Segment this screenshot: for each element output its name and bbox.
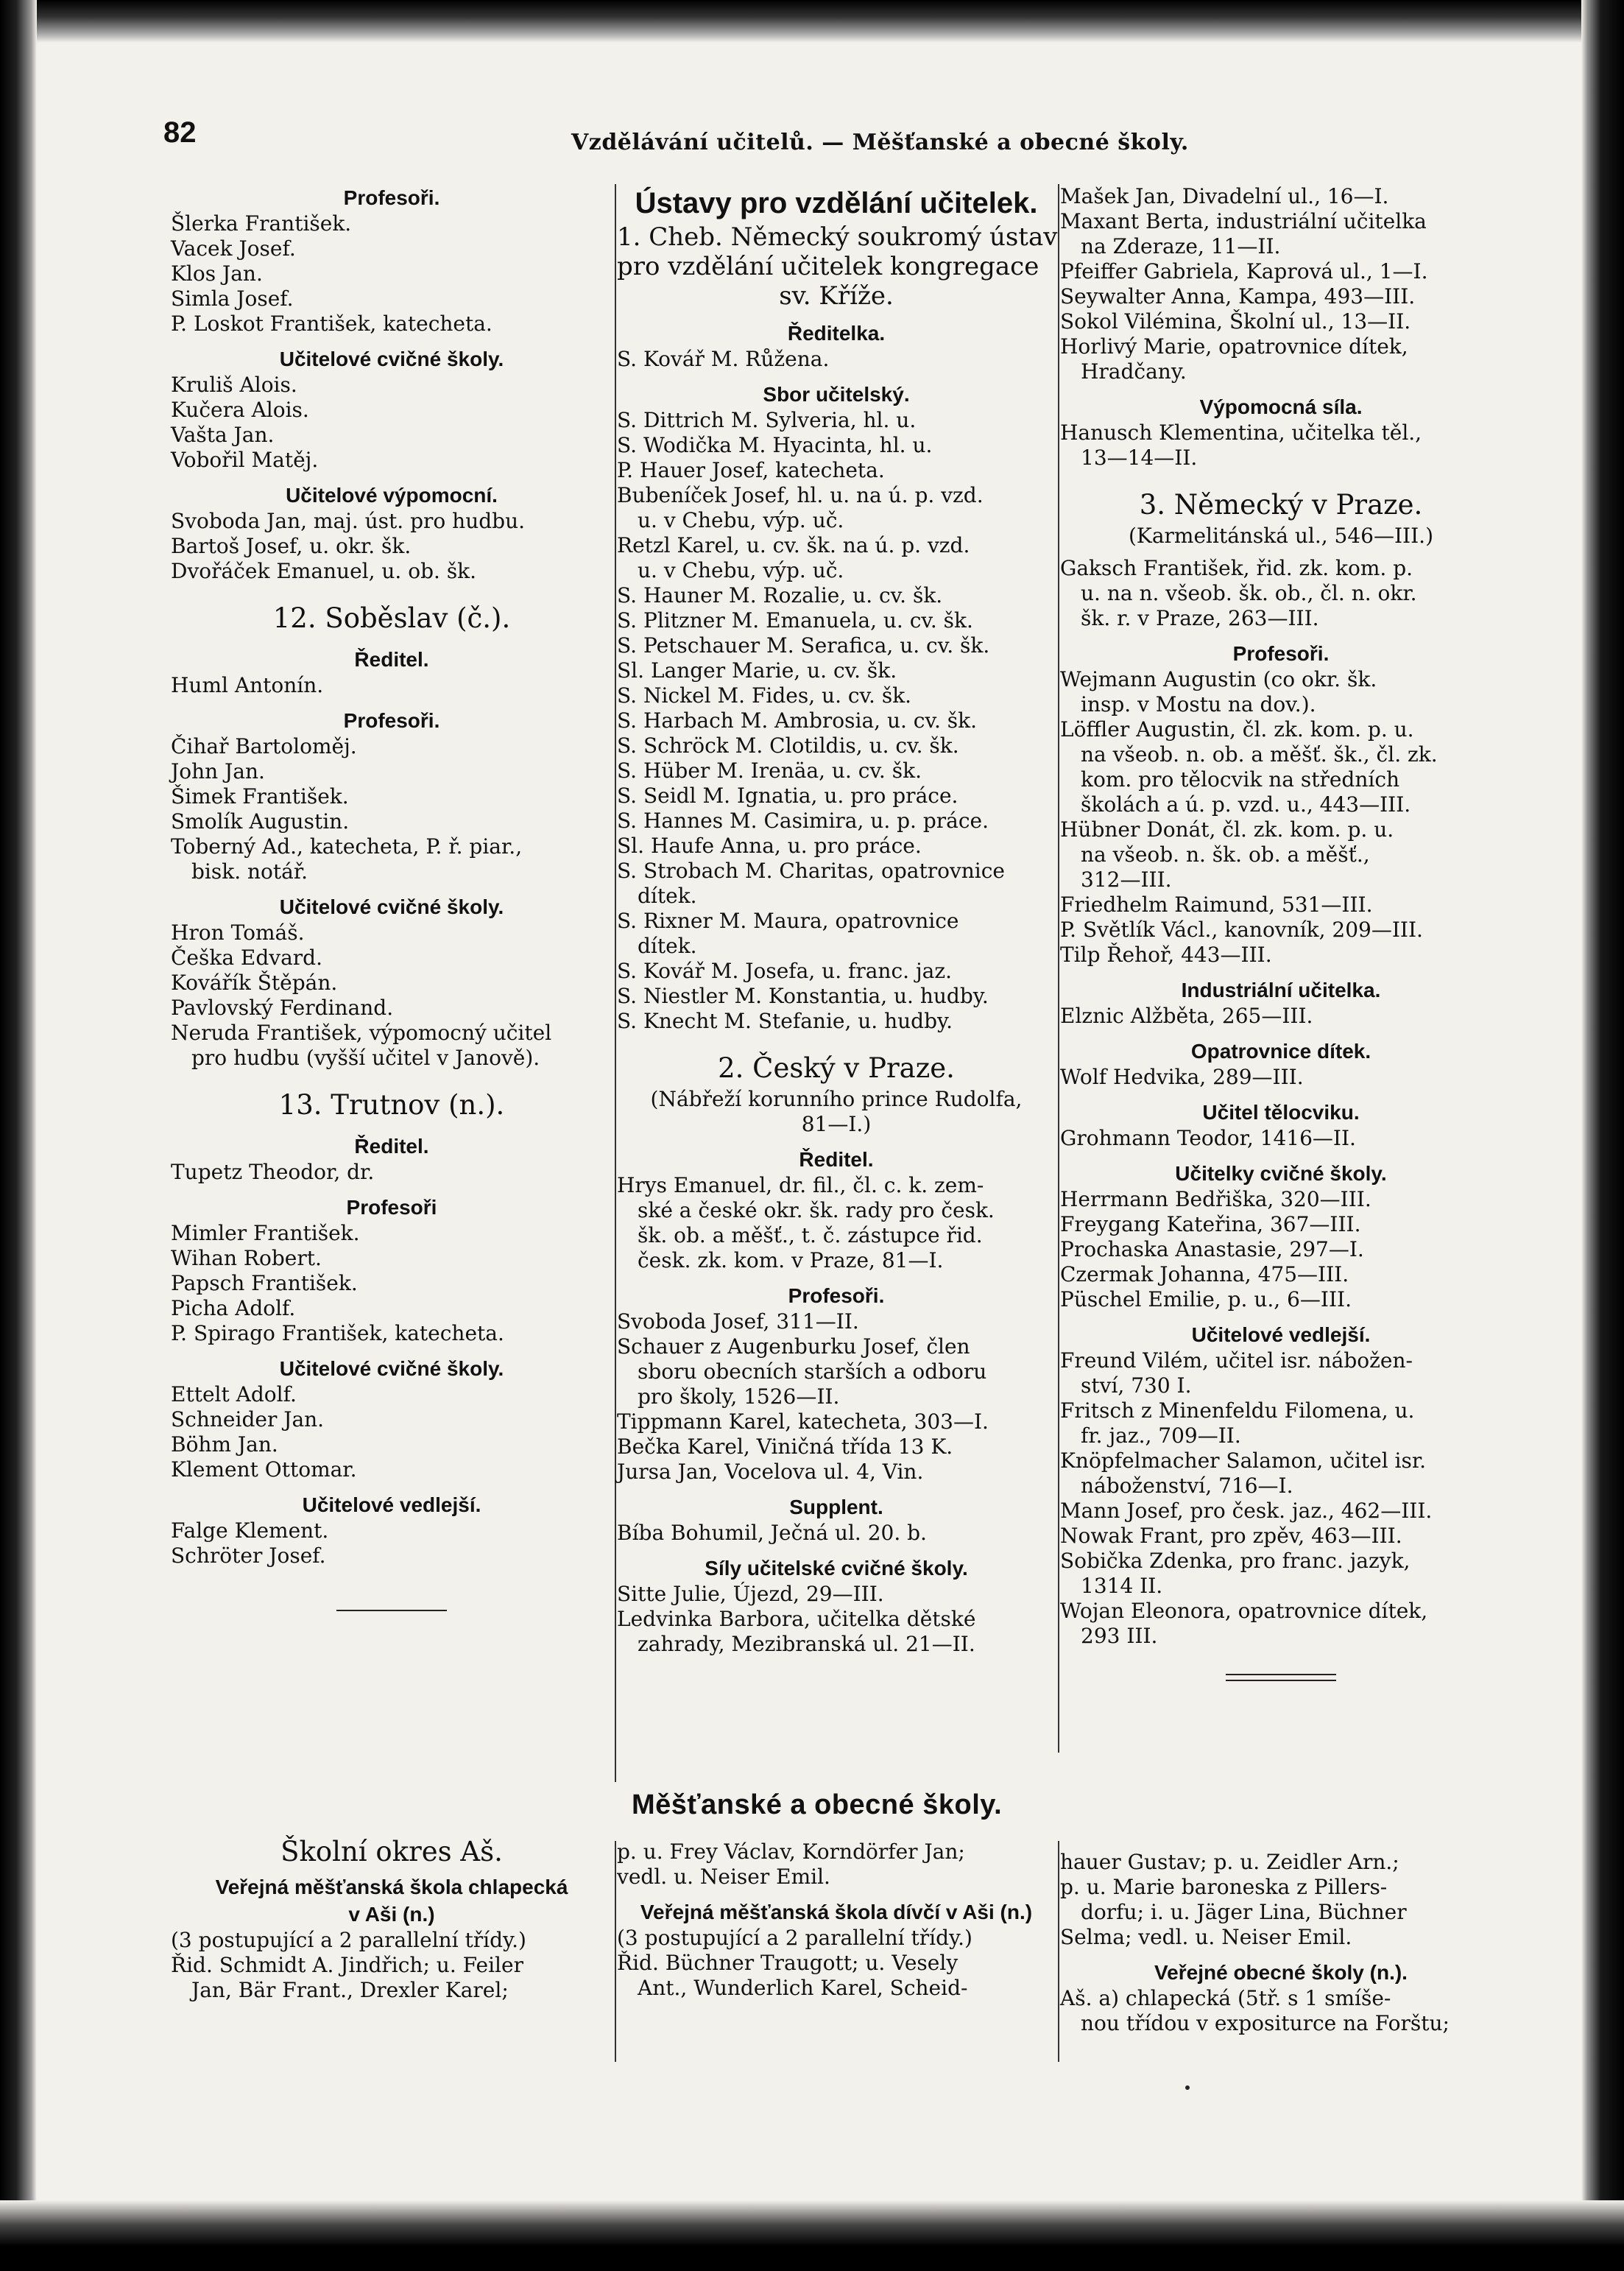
entry: Bečka Karel, Viničná třída 13 K.: [617, 1434, 953, 1459]
bottom-column-rule-right: [1058, 1841, 1059, 2062]
entry-continuation: u. v Chebu, výp. uč.: [638, 558, 844, 582]
entry: S. Dittrich M. Sylveria, hl. u.: [617, 408, 917, 432]
entry: John Jan.: [171, 759, 265, 784]
entry: S. Wodička M. Hyacinta, hl. u.: [617, 433, 933, 457]
section-heading: Profesoři.: [788, 1284, 885, 1307]
column-3: [1060, 184, 1502, 1681]
entry-continuation: dítek.: [638, 934, 697, 958]
entry: Neruda František, výpomocný učitel: [171, 1021, 552, 1045]
entry: Freund Vilém, učitel isr. nábožen-: [1060, 1348, 1413, 1373]
section-list: [171, 1382, 612, 1482]
column-rule-left: [615, 184, 616, 1782]
column-2: [617, 184, 1056, 1657]
institution-heading: 13. Trutnov (n.).: [278, 1089, 505, 1121]
school-heading: Veřejné obecné školy (n.).: [1154, 1961, 1408, 1984]
entry-continuation: zahrady, Mezibranská ul. 21—II.: [638, 1632, 975, 1656]
entry-continuation: na všeob. n. ob. a měšť. šk., čl. zk.: [1081, 742, 1438, 767]
scan-edge-top: [0, 0, 1624, 43]
entry: S. Seidl M. Ignatia, u. pro práce.: [617, 784, 958, 808]
entry: Papsch František.: [171, 1271, 358, 1295]
entry: Pavlovský Ferdinand.: [171, 996, 394, 1020]
entry: Elznic Alžběta, 265—III.: [1060, 1004, 1313, 1028]
entry: Ledvinka Barbora, učitelka dětské: [617, 1607, 976, 1631]
entry: Horlivý Marie, opatrovnice dítek,: [1060, 334, 1408, 359]
entry: Šimek František.: [171, 784, 349, 809]
scan-edge-bottom: [0, 2200, 1624, 2271]
entry: p. u. Marie baroneska z Pillers-: [1060, 1875, 1388, 1899]
entry-continuation: dorfu; i. u. Jäger Lina, Büchner: [1081, 1900, 1407, 1924]
bottom-column-2: [617, 1834, 1056, 2001]
entry: S. Rixner M. Maura, opatrovnice: [617, 909, 959, 933]
director-entry: [1060, 556, 1502, 631]
entry-continuation: insp. v Mostu na dov.).: [1081, 692, 1316, 716]
entry-continuation: náboženství, 716—I.: [1081, 1473, 1293, 1498]
entry-continuation: ské a české okr. šk. rady pro česk.: [638, 1198, 995, 1222]
entry: Picha Adolf.: [171, 1296, 296, 1320]
entry: Smolík Augustin.: [171, 809, 350, 834]
entry: Řid. Büchner Traugott; u. Vesely: [617, 1951, 958, 1975]
entry: Aš. a) chlapecká (5tř. s 1 smíše-: [1060, 1986, 1391, 2010]
entry-continuation: dítek.: [638, 884, 697, 908]
entry: Sokol Vilémina, Školní ul., 13—II.: [1060, 309, 1411, 334]
entry: Bartoš Josef, u. okr. šk.: [171, 534, 412, 558]
entry: Herrmann Bedřiška, 320—III.: [1060, 1187, 1371, 1211]
entry: S. Niestler M. Konstantia, u. hudby.: [617, 984, 989, 1008]
entry-continuation: fr. jaz., 709—II.: [1081, 1423, 1241, 1448]
entry: Hanusch Klementina, učitelka těl.,: [1060, 420, 1422, 445]
entry: Klement Ottomar.: [171, 1457, 357, 1482]
entry: P. Spirago František, katecheta.: [171, 1321, 504, 1345]
section-heading: Učitelové vedlejší.: [1191, 1323, 1371, 1346]
entry: Hübner Donát, čl. zk. kom. p. u.: [1060, 817, 1394, 842]
section-heading: Profesoři.: [343, 709, 440, 732]
section-heading: Učitelové vedlejší.: [302, 1493, 481, 1516]
entry: Svoboda Josef, 311—II.: [617, 1309, 859, 1334]
entry-continuation: kom. pro tělocvik na středních: [1081, 767, 1400, 792]
entry: Tupetz Theodor, dr.: [171, 1160, 375, 1184]
entry: Selma; vedl. u. Neiser Emil.: [1060, 1925, 1352, 1949]
entry: Vacek Josef.: [171, 236, 296, 261]
entry: Maxant Berta, industriální učitelka: [1060, 209, 1427, 233]
section-list: [171, 211, 612, 337]
section-list: [1060, 1187, 1502, 1312]
entry: Šlerka František.: [171, 211, 352, 236]
entry-continuation: 293 III.: [1081, 1624, 1158, 1648]
entry: S. Schröck M. Clotildis, u. cv. šk.: [617, 733, 959, 758]
entry: Vašta Jan.: [171, 423, 275, 447]
entry: S. Kovář M. Růžena.: [617, 347, 830, 371]
section-heading: Učitelové cvičné školy.: [279, 1357, 504, 1380]
institution-heading: 12. Soběslav (č.).: [272, 602, 511, 634]
entry-continuation: na všeob. n. šk. ob. a měšť.,: [1081, 842, 1370, 867]
entry: Kučera Alois.: [171, 398, 309, 422]
section-list: [1060, 1348, 1502, 1649]
entry-continuation: školách a ú. p. vzd. u., 443—III.: [1081, 792, 1411, 817]
entry: S. Hauner M. Rozalie, u. cv. šk.: [617, 583, 943, 608]
entry-continuation: 13—14—II.: [1081, 446, 1198, 470]
entry: vedl. u. Neiser Emil.: [617, 1865, 830, 1889]
institution-title: sv. Kříže.: [779, 281, 894, 311]
entry: Bubeníček Josef, hl. u. na ú. p. vzd.: [617, 483, 984, 507]
bottom-section-title: Měšťanské a obecné školy.: [632, 1789, 1003, 1820]
section-heading: Ředitelka.: [787, 322, 886, 345]
section-list: [171, 1221, 612, 1346]
entry: Bíba Bohumil, Ječná ul. 20. b.: [617, 1521, 927, 1545]
entry-continuation: Ant., Wunderlich Karel, Scheid-: [638, 1976, 968, 2000]
entry: Wolf Hedvika, 289—III.: [1060, 1065, 1304, 1089]
entry-continuation: u. v Chebu, výp. uč.: [638, 508, 844, 532]
institution-address: 81—I.): [801, 1112, 872, 1136]
institution-heading: 2. Český v Praze.: [718, 1052, 955, 1084]
section-list: [617, 1582, 1056, 1657]
section-list: [1060, 667, 1502, 968]
entry: (3 postupující a 2 parallelní třídy.): [171, 1928, 526, 1952]
section-list: [171, 920, 612, 1071]
entry: hauer Gustav; p. u. Zeidler Arn.;: [1060, 1850, 1399, 1874]
entry: p. u. Frey Václav, Korndörfer Jan;: [617, 1839, 965, 1864]
section-heading: Industriální učitelka.: [1181, 979, 1381, 1001]
institution-heading: 3. Německý v Praze.: [1139, 489, 1423, 521]
entry: Vobořil Matěj.: [171, 448, 319, 472]
entry-continuation: Hradčany.: [1081, 359, 1187, 384]
entry: Knöpfelmacher Salamon, učitel isr.: [1060, 1448, 1427, 1473]
school-heading: v Aši (n.): [348, 1903, 435, 1926]
section-list: [617, 1173, 1056, 1273]
section-heading: Učitel tělocviku.: [1202, 1101, 1360, 1124]
entry-continuation: 312—III.: [1081, 867, 1172, 892]
entry-continuation: šk. ob. a měšť., t. č. zástupce řid.: [638, 1223, 983, 1247]
entry: Kovářík Štěpán.: [171, 971, 338, 995]
entry: Böhm Jan.: [171, 1432, 278, 1457]
institution-title: 1. Cheb. Německý soukromý ústav: [617, 222, 1058, 252]
entry: Püschel Emilie, p. u., 6—III.: [1060, 1287, 1352, 1311]
entry: Retzl Karel, u. cv. šk. na ú. p. vzd.: [617, 533, 970, 557]
section-heading: Opatrovnice dítek.: [1190, 1040, 1371, 1063]
section-heading: Sbor učitelský.: [763, 383, 910, 406]
entry: Mašek Jan, Divadelní ul., 16—I.: [1060, 184, 1389, 208]
entry: S. Nickel M. Fides, u. cv. šk.: [617, 683, 912, 708]
institution-address: (Nábřeží korunního prince Rudolfa,: [650, 1087, 1023, 1111]
entry: Sitte Julie, Újezd, 29—III.: [617, 1582, 884, 1606]
entry: Freygang Kateřina, 367—III.: [1060, 1212, 1361, 1236]
entry: S. Plitzner M. Emanuela, u. cv. šk.: [617, 608, 973, 633]
section-heading: Supplent.: [789, 1496, 883, 1518]
entry: S. Petschauer M. Serafica, u. cv. šk.: [617, 633, 990, 658]
bottom-column-1: [171, 1834, 612, 2003]
section-heading: Profesoři: [346, 1196, 437, 1219]
entry: Fritsch z Minenfeldu Filomena, u.: [1060, 1398, 1415, 1423]
scan-edge-left: [0, 0, 37, 2271]
entry: Falge Klement.: [171, 1518, 329, 1543]
entry: Čihař Bartoloměj.: [171, 734, 357, 758]
entry: Simla Josef.: [171, 286, 294, 311]
section-list: [1060, 184, 1502, 384]
entry: Svoboda Jan, maj. úst. pro hudbu.: [171, 509, 526, 533]
entry: P. Loskot František, katecheta.: [171, 311, 493, 336]
entry: P. Hauer Josef, katecheta.: [617, 458, 885, 482]
section-heading: Síly učitelské cvičné školy.: [705, 1557, 968, 1580]
section-heading: Profesoři.: [1232, 642, 1330, 665]
section-heading: Ředitel.: [799, 1148, 874, 1171]
section-list: [171, 373, 612, 473]
entry-continuation: Jan, Bär Frant., Drexler Karel;: [191, 1978, 509, 2002]
entry: Schauer z Augenburku Josef, člen: [617, 1334, 970, 1359]
entry: Tippmann Karel, katecheta, 303—I.: [617, 1409, 989, 1434]
double-separator: [1226, 1674, 1336, 1681]
entry: Wejmann Augustin (co okr. šk.: [1060, 667, 1377, 691]
entry: S. Hannes M. Casimira, u. p. práce.: [617, 809, 989, 833]
column-1: [171, 184, 612, 1611]
column-rule-right: [1058, 184, 1059, 1753]
section-heading: Ředitel.: [354, 648, 429, 671]
section-heading: Ředitel.: [354, 1135, 429, 1158]
entry: Löffler Augustin, čl. zk. kom. p. u.: [1060, 717, 1414, 742]
entry: Řid. Schmidt A. Jindřich; u. Feiler: [171, 1953, 523, 1977]
entry: Seywalter Anna, Kampa, 493—III.: [1060, 284, 1416, 309]
institution-address: (Karmelitánská ul., 546—III.): [1129, 524, 1433, 548]
entry-continuation: 1314 II.: [1081, 1574, 1163, 1598]
entry: S. Knecht M. Stefanie, u. hudby.: [617, 1009, 953, 1033]
scan-speck: [1185, 2085, 1190, 2090]
section-heading: Výpomocná síla.: [1199, 395, 1363, 418]
entry: Pfeiffer Gabriela, Kaprová ul., 1—I.: [1060, 259, 1428, 284]
main-section-heading: Ústavy pro vzdělání učitelek.: [635, 187, 1038, 219]
entry: Schröter Josef.: [171, 1543, 326, 1568]
section-list: [617, 408, 1056, 1034]
entry: Nowak Frant, pro zpěv, 463—III.: [1060, 1524, 1402, 1548]
entry-continuation: šk. r. v Praze, 263—III.: [1081, 606, 1319, 630]
entry: S. Hüber M. Irenäa, u. cv. šk.: [617, 758, 922, 783]
district-heading: Školní okres Aš.: [280, 1836, 503, 1867]
entry: Sl. Haufe Anna, u. pro práce.: [617, 834, 922, 858]
entry-continuation: pro školy, 1526—II.: [638, 1384, 840, 1409]
entry: Mimler František.: [171, 1221, 360, 1245]
bottom-column-3: [1060, 1834, 1502, 2036]
running-title: Vzdělávání učitelů. — Měšťanské a obecné školy.: [571, 130, 1189, 155]
entry: Tilp Řehoř, 443—III.: [1060, 943, 1272, 967]
entry: Kruliš Alois.: [171, 373, 297, 397]
section-list: [171, 1518, 612, 1568]
entry: Sl. Langer Marie, u. cv. šk.: [617, 658, 897, 683]
entry: S. Kovář M. Josefa, u. franc. jaz.: [617, 959, 952, 983]
entry: Dvořáček Emanuel, u. ob. šk.: [171, 559, 477, 583]
entry: Klos Jan.: [171, 261, 263, 286]
entry-continuation: bisk. notář.: [191, 859, 308, 884]
entry-continuation: ství, 730 I.: [1081, 1373, 1192, 1398]
section-heading: Učitelky cvičné školy.: [1175, 1162, 1387, 1185]
section-heading: Učitelové výpomocní.: [286, 484, 498, 507]
entry-continuation: u. na n. všeob. šk. ob., čl. n. okr.: [1081, 581, 1417, 605]
scan-edge-right: [1581, 0, 1624, 2271]
section-heading: Profesoři.: [343, 186, 440, 209]
entry: Sobička Zdenka, pro franc. jazyk,: [1060, 1549, 1411, 1573]
entry: Czermak Johanna, 475—III.: [1060, 1262, 1349, 1286]
entry: S. Strobach M. Charitas, opatrovnice: [617, 859, 1005, 883]
entry: (3 postupující a 2 parallelní třídy.): [617, 1926, 972, 1950]
institution-title: pro vzdělání učitelek kongregace: [617, 252, 1039, 281]
entry: Schneider Jan.: [171, 1407, 325, 1432]
school-heading: Veřejná měšťanská škola chlapecká: [215, 1876, 568, 1898]
entry: Hrys Emanuel, dr. fil., čl. c. k. zem-: [617, 1173, 984, 1197]
entry-continuation: na Zderaze, 11—II.: [1081, 234, 1281, 258]
section-list: [171, 734, 612, 884]
section-heading: Učitelové cvičné školy.: [279, 895, 504, 918]
section-heading: Učitelové cvičné školy.: [279, 348, 504, 370]
entry: Huml Antonín.: [171, 673, 324, 697]
entry: P. Světlík Václ., kanovník, 209—III.: [1060, 918, 1423, 942]
entry-continuation: pro hudbu (vyšší učitel v Janově).: [191, 1046, 540, 1070]
entry: Jursa Jan, Vocelova ul. 4, Vin.: [617, 1460, 924, 1484]
entry: Wojan Eleonora, opatrovnice dítek,: [1060, 1599, 1428, 1623]
entry-continuation: sboru obecních starších a odboru: [638, 1359, 987, 1384]
school-heading: Veřejná měšťanská škola dívčí v Aši (n.): [640, 1901, 1033, 1923]
entry: Friedhelm Raimund, 531—III.: [1060, 892, 1373, 917]
bottom-column-rule-left: [615, 1841, 616, 2062]
entry: Toberný Ad., katecheta, P. ř. piar.,: [171, 834, 523, 859]
entry: Gaksch František, řid. zk. kom. p.: [1060, 556, 1413, 580]
section-list: [171, 509, 612, 584]
entry: S. Harbach M. Ambrosia, u. cv. šk.: [617, 708, 977, 733]
entry: Grohmann Teodor, 1416—II.: [1060, 1126, 1356, 1150]
entry-continuation: nou třídou v expositurce na Forštu;: [1081, 2011, 1450, 2035]
section-list: [617, 1309, 1056, 1485]
entry: Wihan Robert.: [171, 1246, 322, 1270]
entry: Hron Tomáš.: [171, 920, 305, 945]
section-separator: [336, 1610, 447, 1611]
entry-continuation: česk. zk. kom. v Praze, 81—I.: [638, 1248, 944, 1272]
entry: Prochaska Anastasie, 297—I.: [1060, 1237, 1364, 1261]
entry: Mann Josef, pro česk. jaz., 462—III.: [1060, 1499, 1433, 1523]
entry: Češka Edvard.: [171, 946, 323, 970]
entry: Ettelt Adolf.: [171, 1382, 297, 1406]
page-number: 82: [163, 116, 197, 149]
